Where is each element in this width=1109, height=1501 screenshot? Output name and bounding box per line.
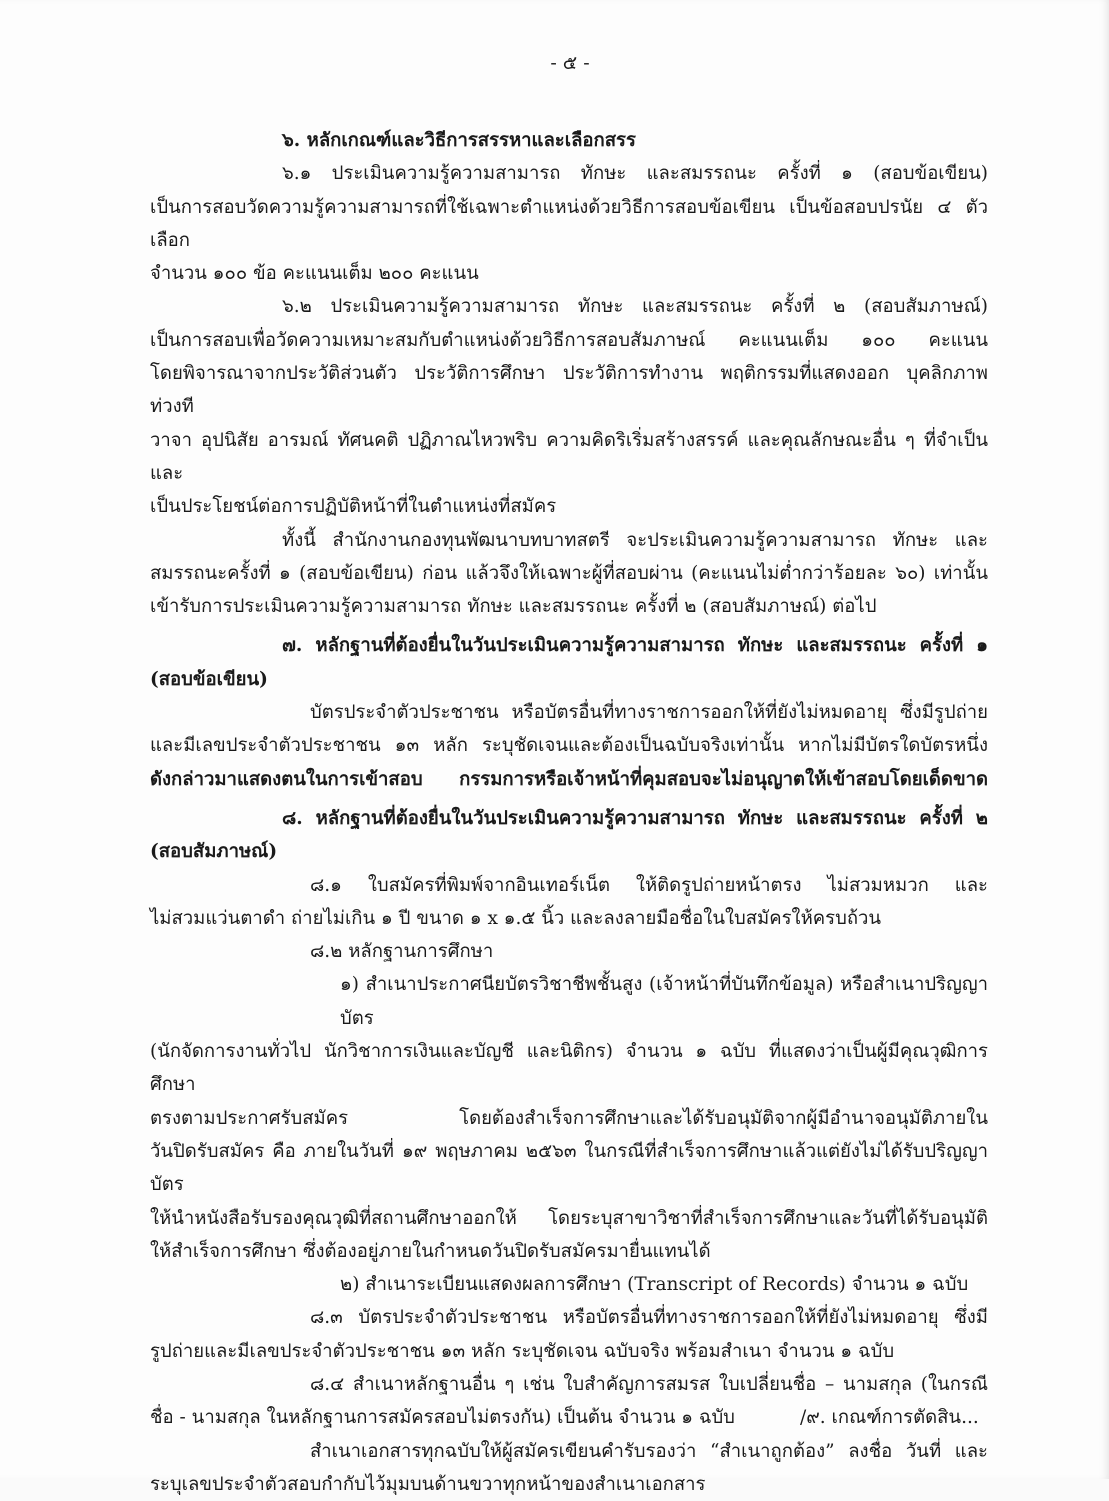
text-line: ๘. หลักฐานที่ต้องยื่นในวันประเมินความรู้ความสามารถ ทักษะ และสมรรถนะ ครั้งที่ ๒ [282,807,988,829]
text-line: และมีเลขประจำตัวประชาชน ๑๓ หลัก ระบุชัดเจนและต้องเป็นฉบับจริงเท่านั้น หากไม่มีบัตรใดบัตรหนึ่ง [150,735,988,757]
text-line: เป็นประโยชน์ต่อการปฏิบัติหน้าที่ในตำแหน่งที่สมัคร [150,496,557,518]
text-line: เป็นการสอบเพื่อวัดความเหมาะสมกับตำแหน่งด้วยวิธีการสอบสัมภาษณ์ คะแนนเต็ม ๑๐๐ คะแนน [150,329,988,351]
text-line: (สอบสัมภาษณ์) [150,841,278,863]
text-line: ๘.๒ หลักฐานการศึกษา [310,941,494,963]
text-line: ให้สำเร็จการศึกษา ซึ่งต้องอยู่ภายในกำหนดวันปิดรับสมัครมายื่นแทนได้ [150,1240,711,1262]
text-line: จำนวน ๑๐๐ ข้อ คะแนนเต็ม ๒๐๐ คะแนน [150,263,479,285]
text-line: ชื่อ - นามสกุล ในหลักฐานการสมัครสอบไม่ตรงกัน) เป็นต้น จำนวน ๑ ฉบับ [150,1407,735,1429]
text-line: เป็นการสอบวัดความรู้ความสามารถที่ใช้เฉพาะตำแหน่งด้วยวิธีการสอบข้อเขียน เป็นข้อสอบปรนัย ๔ ตัวเลือก [150,196,988,251]
continuation-note: /๙. เกณฑ์การตัดสิน... [800,1407,979,1428]
text-line: สมรรถนะครั้งที่ ๑ (สอบข้อเขียน) ก่อน แล้วจึงให้เฉพาะผู้ที่สอบผ่าน (คะแนนไม่ต่ำกว่าร้อยละ ๖๐) เท่านั้น [150,562,988,584]
page-number: - ๕ - [550,52,590,74]
text-line: (สอบข้อเขียน) [150,668,268,690]
text-line: ๖.๑ ประเมินความรู้ความสามารถ ทักษะ และสมรรถนะ ครั้งที่ ๑ (สอบข้อเขียน) [282,163,988,185]
text-line: ตรงตามประกาศรับสมัคร โดยต้องสำเร็จการศึกษาและได้รับอนุมัติจากผู้มีอำนาจอนุมัติภายใน [150,1107,988,1129]
document-body [150,124,988,1501]
text-line: ๘.๓ บัตรประจำตัวประชาชน หรือบัตรอื่นที่ทางราชการออกให้ที่ยังไม่หมดอายุ ซึ่งมี [310,1307,988,1329]
text-line: ๘.๑ ใบสมัครที่พิมพ์จากอินเทอร์เน็ต ให้ติดรูปถ่ายหน้าตรง ไม่สวมหมวก และ [310,874,988,896]
text-line: ๖. หลักเกณฑ์และวิธีการสรรหาและเลือกสรร [282,130,636,151]
text-line: สำเนาเอกสารทุกฉบับให้ผู้สมัครเขียนคำรับรองว่า “สำเนาถูกต้อง” ลงชื่อ วันที่ และ [310,1440,988,1462]
text-line: ดังกล่าวมาแสดงตนในการเข้าสอบ กรรมการหรือเจ้าหน้าที่คุมสอบจะไม่อนุญาตให้เข้าสอบโดยเด็ดขาด [150,768,988,790]
text-line: วันปิดรับสมัคร คือ ภายในวันที่ ๑๙ พฤษภาคม ๒๕๖๓ ในกรณีที่สำเร็จการศึกษาแล้วแต่ยังไม่ได้รับปริญญาบัตร [150,1140,988,1196]
text-line: ๗. หลักฐานที่ต้องยื่นในวันประเมินความรู้ความสามารถ ทักษะ และสมรรถนะ ครั้งที่ ๑ [282,635,988,657]
text-line: รูปถ่ายและมีเลขประจำตัวประชาชน ๑๓ หลัก ระบุชัดเจน ฉบับจริง พร้อมสำเนา จำนวน ๑ ฉบับ [150,1340,895,1362]
text-line: ระบุเลขประจำตัวสอบกำกับไว้มุมบนด้านขวาทุกหน้าของสำเนาเอกสาร [150,1473,706,1495]
text-line: ๑) สำเนาประกาศนียบัตรวิชาชีพชั้นสูง (เจ้าหน้าที่บันทึกข้อมูล) หรือสำเนาปริญญาบัตร [340,974,988,1029]
text-line: ๖.๒ ประเมินความรู้ความสามารถ ทักษะ และสมรรถนะ ครั้งที่ ๒ (สอบสัมภาษณ์) [282,296,988,318]
text-line: โดยพิจารณาจากประวัติส่วนตัว ประวัติการศึกษา ประวัติการทำงาน พฤติกรรมที่แสดงออก บุคลิกภาพ ท่วงที [150,363,988,418]
text-line: ให้นำหนังสือรับรองคุณวุฒิที่สถานศึกษาออกให้ โดยระบุสาขาวิชาที่สำเร็จการศึกษาและวันที่ได้รับอนุมัติ [150,1207,988,1229]
text-line: ๘.๔ สำเนาหลักฐานอื่น ๆ เช่น ใบสำคัญการสมรส ใบเปลี่ยนชื่อ – นามสกุล (ในกรณี [310,1373,988,1395]
text-line: (นักจัดการงานทั่วไป นักวิชาการเงินและบัญชี และนิติกร) จำนวน ๑ ฉบับ ที่แสดงว่าเป็นผู้มีคุณวุฒิการศึกษา [150,1041,988,1096]
text-line: บัตรประจำตัวประชาชน หรือบัตรอื่นที่ทางราชการออกให้ที่ยังไม่หมดอายุ ซึ่งมีรูปถ่าย [310,702,988,724]
text-line: เข้ารับการประเมินความรู้ความสามารถ ทักษะ และสมรรถนะ ครั้งที่ ๒ (สอบสัมภาษณ์) ต่อไป [150,596,877,618]
text-line: ไม่สวมแว่นตาดำ ถ่ายไม่เกิน ๑ ปี ขนาด ๑ x ๑.๕ นิ้ว และลงลายมือชื่อในใบสมัครให้ครบถ้วน [150,907,882,929]
text-line: ๒) สำเนาระเบียนแสดงผลการศึกษา (Transcript of Records) จำนวน ๑ ฉบับ [340,1274,969,1296]
text-line: ทั้งนี้ สำนักงานกองทุนพัฒนาบทบาทสตรี จะประเมินความรู้ความสามารถ ทักษะ และ [282,529,988,551]
text-line: วาจา อุปนิสัย อารมณ์ ทัศนคติ ปฏิภาณไหวพริบ ความคิดริเริ่มสร้างสรรค์ และคุณลักษณะอื่น ๆ ที่จำเป็นและ [150,429,988,484]
